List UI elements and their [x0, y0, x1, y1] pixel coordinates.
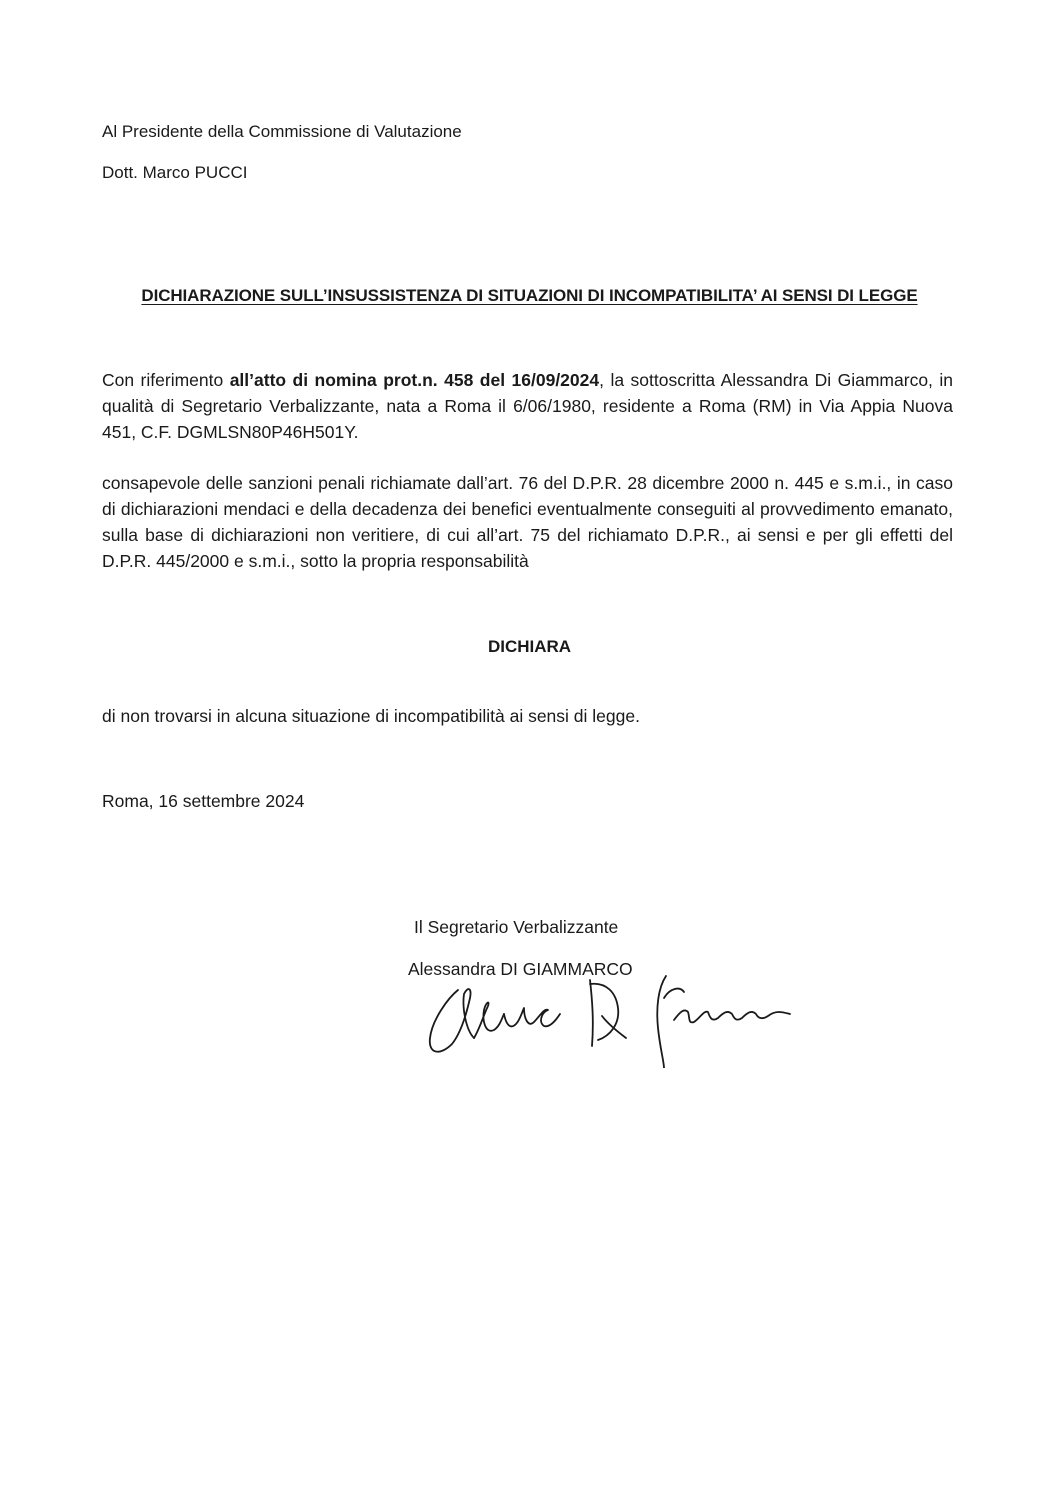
place-date: Roma, 16 settembre 2024	[102, 791, 305, 811]
signatory-name: Alessandra DI GIAMMARCO	[408, 959, 633, 979]
paragraph-reference-prefix: Con riferimento	[102, 370, 230, 390]
declares-heading: DICHIARA	[487, 637, 572, 656]
addressee-line-2: Dott. Marco PUCCI	[102, 163, 248, 182]
paragraph-reference-suffix: , la sottoscritta Alessandra Di Giammarco, in qualità di Segretario Verbalizzante, nata a Roma il 6/06/1980, residente a Roma (RM) in Via Appia Nuova 451, C.F. DGMLSN80P46H501Y.	[102, 370, 953, 442]
handwritten-signature	[418, 968, 818, 1068]
declaration-text: di non trovarsi in alcuna situazione di incompatibilità ai sensi di legge.	[102, 706, 640, 726]
paragraph-reference-bold: all’atto di nomina prot.n. 458 del 16/09/2024	[229, 370, 600, 390]
addressee-line-1: Al Presidente della Commissione di Valutazione	[102, 122, 462, 141]
signatory-role: Il Segretario Verbalizzante	[414, 917, 619, 937]
paragraph-awareness: consapevole delle sanzioni penali richiamate dall’art. 76 del D.P.R. 28 dicembre 2000 n. 445 e s.m.i., in caso di dichiarazioni mendaci e della decadenza dei benefici eventualmente conseguiti al provvedimento emanato, sulla base di dichiarazioni non veritiere, di cui all’art. 75 del richiamato D.P.R., ai sensi e per gli effetti del D.P.R. 445/2000 e s.m.i., sotto la propria responsabilità	[102, 473, 953, 571]
paragraph-reference	[102, 367, 953, 445]
document-title: DICHIARAZIONE SULL’INSUSSISTENZA DI SITUAZIONI DI INCOMPATIBILITA’ AI SENSI DI LEGGE	[141, 286, 918, 305]
